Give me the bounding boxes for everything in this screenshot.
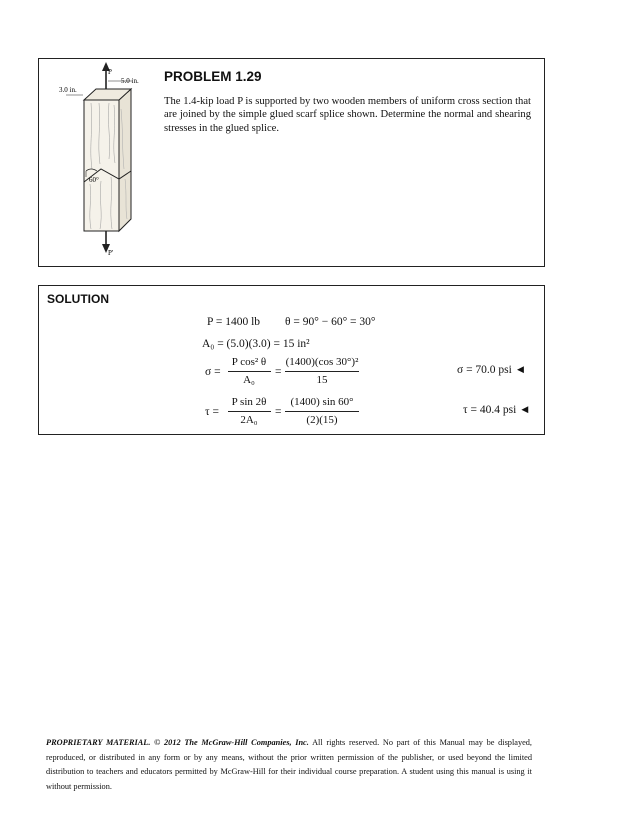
scarf-splice-figure <box>39 59 164 268</box>
tau-num1: P sin 2θ <box>231 396 267 408</box>
solution-title: SOLUTION <box>47 292 109 306</box>
sigma-frac-bar1 <box>228 371 271 372</box>
sigma-num1: P cos² θ <box>231 356 267 368</box>
sigma-num2: (1400)(cos 30°)² <box>285 356 359 368</box>
figure-label-p: P <box>108 68 112 76</box>
sigma-answer: σ = 70.0 psi ◄ <box>457 364 527 376</box>
tau-frac-bar2 <box>285 411 359 412</box>
figure-label-p-prime: P' <box>108 249 114 257</box>
eq-theta: θ = 90° − 60° = 30° <box>285 316 376 328</box>
eq-load: P = 1400 lb <box>207 316 261 328</box>
footer-bold: PROPRIETARY MATERIAL. © 2012 The McGraw-Hill Companies, Inc. <box>46 738 309 747</box>
tau-lhs: τ = <box>205 406 219 418</box>
problem-box <box>38 58 545 267</box>
copyright-footer <box>46 736 532 794</box>
tau-answer: τ = 40.4 psi ◄ <box>463 404 531 416</box>
sigma-frac-bar2 <box>285 371 359 372</box>
footer-text: All rights reserved. No part of this Manual may be displayed, reproduced, or distributed in any form or by any means, without the prior written permission of the publisher, or used beyond the limited distribution to teachers and educators permitted by McGraw-Hill for their individual course preparation. A student using this manual is using it without permission. <box>46 738 532 791</box>
figure-label-depth: 3.0 in. <box>59 86 77 94</box>
problem-statement: The 1.4-kip load P is supported by two wooden members of uniform cross section that are joined by the simple glued scarf splice shown. Determine the normal and shearing stresses in the glued splice. <box>164 96 531 134</box>
sigma-den1: A₀ <box>243 374 255 386</box>
tau-eq: = <box>275 406 282 418</box>
tau-den2: (2)(15) <box>306 414 338 426</box>
figure-label-angle: 60° <box>89 176 99 184</box>
problem-title: PROBLEM 1.29 <box>164 69 262 84</box>
eq-area: A₀ = (5.0)(3.0) = 15 in² <box>202 338 310 350</box>
tau-frac-bar1 <box>228 411 271 412</box>
tau-den1: 2A₀ <box>240 414 258 426</box>
sigma-eq: = <box>275 366 282 378</box>
solution-box <box>38 285 545 435</box>
sigma-lhs: σ = <box>205 366 221 378</box>
figure-label-width: 5.0 in. <box>121 77 139 85</box>
sigma-den2: 15 <box>316 374 328 386</box>
tau-num2: (1400) sin 60° <box>290 396 354 408</box>
